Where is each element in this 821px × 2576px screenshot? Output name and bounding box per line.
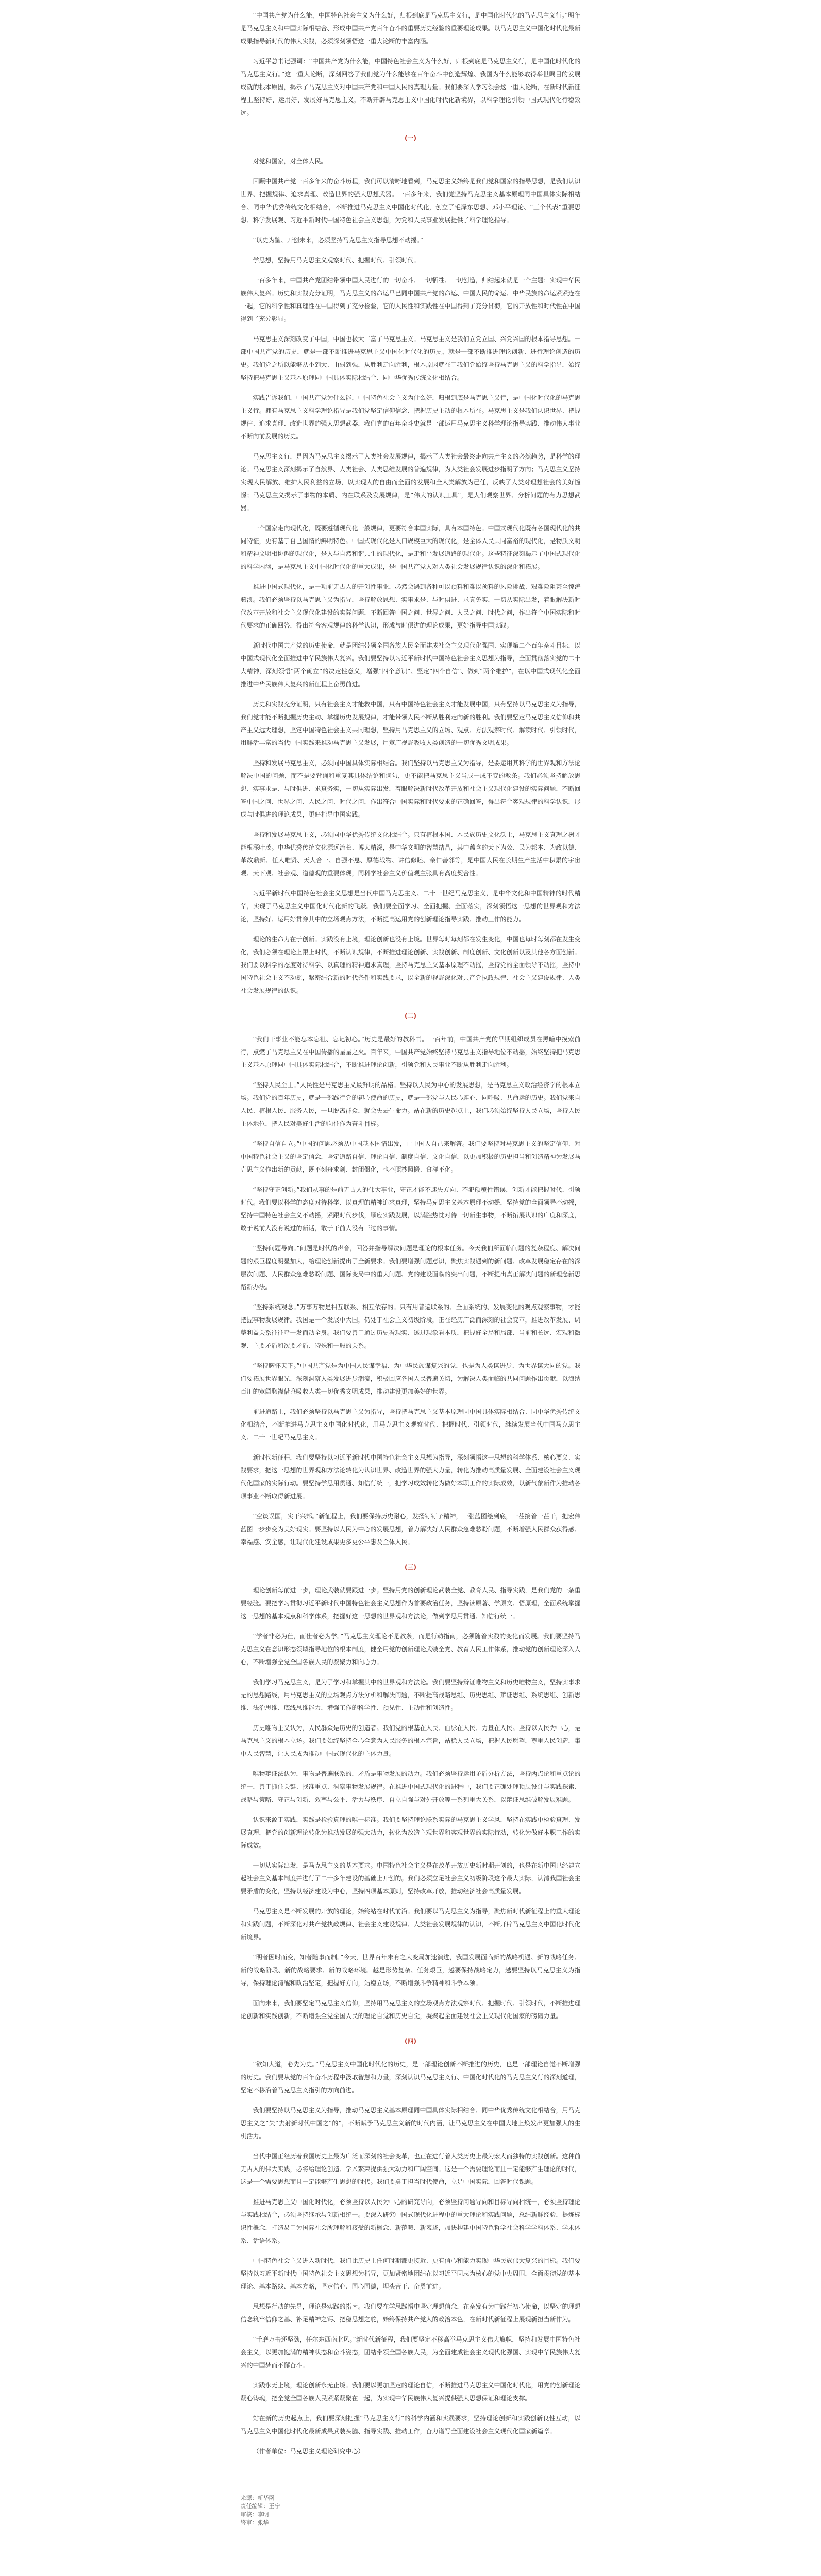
paragraph: 坚持和发展马克思主义，必须同中国具体实际相结合。我们坚持以马克思主义为指导，是要运用其科学的世界观和方法论解决中国的问题，而不是要背诵和重复其具体结论和词句，更不能把马克思主义当成一成不变的教条。我们必须坚持解放思想、实事求是、与时俱进、求真务实，一切从实际出发，着眼解决新时代改革开放和社会主义现代化建设的实际问题，不断回答中国之问、世界之问、人民之问、时代之问，作出符合中国实际和时代要求的正确回答，得出符合客观规律的科学认识，形成与时俱进的理论成果，更好指导中国实践。 [240,759,581,818]
paragraph: 思想是行动的先导，理论是实践的指南。我们要在学思践悟中坚定理想信念，在奋发有为中践行初心使命，以坚定的理想信念筑牢信仰之基、补足精神之钙、把稳思想之舵，始终保持共产党人的政治本色，在新时代新征程上展现新担当新作为。 [240,2303,581,2323]
paragraph: 对党和国家，对全体人民。 [253,158,327,165]
paragraph: 新时代新征程，我们要坚持以习近平新时代中国特色社会主义思想为指导，深刻领悟这一思想的科学体系、核心要义、实践要求，把这一思想的世界观和方法论转化为认识世界、改造世界的强大力量，转化为推动高质量发展、全面建设社会主义现代化国家的实际行动。要坚持学思用贯通、知信行统一，把学习成效转化为做好本职工作的实际成效，以新气象新作为推动各项事业不断取得新进展。 [240,1454,581,1500]
paragraph: “坚持人民至上。”人民性是马克思主义最鲜明的品格。坚持以人民为中心的发展思想，是马克思主义政治经济学的根本立场。我们党的百年历史，就是一部践行党的初心使命的历史，就是一部党与人民心连心、同呼吸、共命运的历史。我们党来自人民、植根人民、服务人民，一旦脱离群众，就会失去生命力。站在新的历史起点上，我们必须始终坚持人民立场，坚持人民主体地位，把人民对美好生活的向往作为奋斗目标。 [240,1081,581,1127]
section-heading: (四) [405,2038,416,2045]
paragraph: 当代中国正经历着我国历史上最为广泛而深刻的社会变革，也正在进行着人类历史上最为宏大而独特的实践创新。这种前无古人的伟大实践，必将给理论创造、学术繁荣提供强大动力和广阔空间。这是一个需要理论而且一定能够产生理论的时代，这是一个需要思想而且一定能够产生思想的时代。我们要勇于担当时代使命，立足中国实际，回答时代课题。 [240,2153,581,2185]
paragraph: 前进道路上，我们必须坚持以马克思主义为指导，坚持把马克思主义基本原理同中国具体实际相结合、同中华优秀传统文化相结合，不断推进马克思主义中国化时代化，用马克思主义观察时代、把握时代、引领时代，继续发展当代中国马克思主义、二十一世纪马克思主义。 [240,1408,581,1441]
article-meta-line: 终审：张华 [240,2519,269,2526]
paragraph: 实践永无止境，理论创新永无止境。我们要以更加坚定的理论自信，不断推进马克思主义中国化时代化，用党的创新理论凝心铸魂，把全党全国各族人民紧紧凝聚在一起，为实现中华民族伟大复兴提供强大思想保证和理论支撑。 [240,2382,581,2402]
paragraph: 马克思主义深刻改变了中国，中国也极大丰富了马克思主义。马克思主义是我们立党立国、兴党兴国的根本指导思想。一部中国共产党的历史，就是一部不断推进马克思主义中国化时代化的历史，就是一部不断推进理论创新、进行理论创造的历史。我们党之所以能够从小到大、由弱到强，从胜利走向胜利，根本原因就在于我们党始终坚持马克思主义的科学指导，始终坚持把马克思主义基本原理同中国具体实际相结合、同中华优秀传统文化相结合。 [240,335,581,381]
paragraph: 新时代中国共产党的历史使命，就是团结带领全国各族人民全面建成社会主义现代化强国、实现第二个百年奋斗目标，以中国式现代化全面推进中华民族伟大复兴。我们要坚持以习近平新时代中国特色社会主义思想为指导，全面贯彻落实党的二十大精神，深刻领悟“两个确立”的决定性意义，增强“四个意识”、坚定“四个自信”、做到“两个维护”，在以中国式现代化全面推进中华民族伟大复兴的新征程上奋勇前进。 [240,642,581,688]
paragraph: “坚持问题导向。”问题是时代的声音，回答并指导解决问题是理论的根本任务。今天我们所面临问题的复杂程度、解决问题的艰巨程度明显加大，给理论创新提出了全新要求。我们要增强问题意识，聚焦实践遇到的新问题、改革发展稳定存在的深层次问题、人民群众急难愁盼问题、国际变局中的重大问题、党的建设面临的突出问题，不断提出真正解决问题的新理念新思路新办法。 [240,1245,581,1291]
paragraph: 马克思主义是不断发展的开放的理论，始终站在时代前沿。我们要以马克思主义为指导，聚焦新时代新征程上的重大理论和实践问题，不断深化对共产党执政规律、社会主义建设规律、人类社会发展规律的认识，不断开辟马克思主义中国化时代化新境界。 [240,1908,581,1941]
paragraph: 回顾中国共产党一百多年来的奋斗历程，我们可以清晰地看到，马克思主义始终是我们党和国家的指导思想，是我们认识世界、把握规律、追求真理、改造世界的强大思想武器。一百多年来，我们党坚持马克思主义基本原理同中国具体实际相结合、同中华优秀传统文化相结合，不断推进马克思主义中国化时代化，创立了毛泽东思想、邓小平理论、“三个代表”重要思想、科学发展观、习近平新时代中国特色社会主义思想，为党和人民事业发展提供了科学理论指导。 [240,178,581,224]
section-heading: (一) [405,134,416,142]
article-body [241,0,581,2558]
article-meta-line: 审核：李明 [240,2511,269,2518]
paragraph: 面向未来，我们要坚定马克思主义信仰，坚持用马克思主义的立场观点方法观察时代、把握时代、引领时代，不断推进理论创新和实践创新，不断增强全党全国人民的理论自觉和历史自觉，凝聚起全面建设社会主义现代化国家的磅礴力量。 [240,1999,581,2020]
paragraph: 站在新的历史起点上，我们要深刻把握“马克思主义行”的科学内涵和实践要求，坚持理论创新和实践创新良性互动，以马克思主义中国化时代化最新成果武装头脑、指导实践、推动工作，奋力谱写全面建设社会主义现代化国家新篇章。 [240,2415,581,2435]
paragraph: “欲知大道，必先为史。”马克思主义中国化时代化的历史，是一部理论创新不断推进的历史，也是一部理论自觉不断增强的历史。我们要从党的百年奋斗历程中汲取智慧和力量，深刻认识马克思主义行、中国化时代化的马克思主义行的深刻道理，坚定不移沿着马克思主义指引的方向前进。 [240,2061,581,2094]
article-meta-line: 来源：新华网 [240,2495,275,2501]
paragraph: “坚持自信自立。”中国的问题必须从中国基本国情出发，由中国人自己来解答。我们要坚持对马克思主义的坚定信仰、对中国特色社会主义的坚定信念，坚定道路自信、理论自信、制度自信、文化自信，以更加积极的历史担当和创造精神为发展马克思主义作出新的贡献，既不刻舟求剑、封闭僵化，也不照抄照搬、食洋不化。 [240,1140,581,1173]
paragraph: “千磨万击还坚劲，任尔东西南北风。”新时代新征程，我们要坚定不移高举马克思主义伟大旗帜，坚持和发展中国特色社会主义，以更加饱满的精神状态和奋斗姿态，团结带领全国各族人民，为全面建成社会主义现代化强国、实现中华民族伟大复兴的中国梦而不懈奋斗。 [240,2336,581,2369]
paragraph: 一个国家走向现代化，既要遵循现代化一般规律，更要符合本国实际，具有本国特色。中国式现代化既有各国现代化的共同特征，更有基于自己国情的鲜明特色。中国式现代化是人口规模巨大的现代化，是全体人民共同富裕的现代化，是物质文明和精神文明相协调的现代化，是人与自然和谐共生的现代化，是走和平发展道路的现代化。这些特征深刻揭示了中国式现代化的科学内涵，是马克思主义中国化时代化的重大成果，是中国共产党人对人类社会发展规律认识的深化和拓展。 [240,524,581,570]
paragraph: 我们学习马克思主义，是为了学习和掌握其中的世界观和方法论。我们要坚持辩证唯物主义和历史唯物主义，坚持实事求是的思想路线，用马克思主义的立场观点方法分析和解决问题，不断提高战略思维、历史思维、辩证思维、系统思维、创新思维、法治思维、底线思维能力，增强工作的科学性、预见性、主动性和创造性。 [240,1679,581,1711]
paragraph: 习近平新时代中国特色社会主义思想是当代中国马克思主义、二十一世纪马克思主义，是中华文化和中国精神的时代精华，实现了马克思主义中国化时代化新的飞跃。我们要全面学习、全面把握、全面落实，深刻领悟这一思想的世界观和方法论，坚持好、运用好贯穿其中的立场观点方法，不断提高运用党的创新理论指导实践、推动工作的能力。 [240,890,581,923]
footer-spacer [241,2465,581,2494]
paragraph: 坚持和发展马克思主义，必须同中华优秀传统文化相结合。只有植根本国、本民族历史文化沃土，马克思主义真理之树才能根深叶茂。中华优秀传统文化源远流长、博大精深，是中华文明的智慧结晶，其中蕴含的天下为公、民为邦本、为政以德、革故鼎新、任人唯贤、天人合一、自强不息、厚德载物、讲信修睦、亲仁善邻等，是中国人民在长期生产生活中积累的宇宙观、天下观、社会观、道德观的重要体现，同科学社会主义价值观主张具有高度契合性。 [240,831,581,877]
paragraph: 推进马克思主义中国化时代化，必须坚持以人民为中心的研究导向，必须坚持问题导向和目标导向相统一，必须坚持理论与实践相结合，必须坚持继承与创新相统一。要深入研究中国式现代化进程中的重大理论和实践问题，总结新鲜经验，提炼标识性概念，打造易于为国际社会所理解和接受的新概念、新范畴、新表述，加快构建中国特色哲学社会科学学科体系、学术体系、话语体系。 [240,2198,581,2244]
paragraph: （作者单位：马克思主义理论研究中心） [253,2448,364,2455]
paragraph: “坚持胸怀天下。”中国共产党是为中国人民谋幸福、为中华民族谋复兴的党，也是为人类谋进步、为世界谋大同的党。我们要拓展世界眼光，深刻洞察人类发展进步潮流，积极回应各国人民普遍关切，为解决人类面临的共同问题作出贡献，以海纳百川的宽阔胸襟借鉴吸收人类一切优秀文明成果，推动建设更加美好的世界。 [240,1362,581,1395]
paragraph: 历史唯物主义认为，人民群众是历史的创造者。我们党的根基在人民、血脉在人民、力量在人民。坚持以人民为中心，是马克思主义的根本立场。我们要始终坚持全心全意为人民服务的根本宗旨，站稳人民立场，把握人民愿望，尊重人民创造，集中人民智慧，让人民成为推动中国式现代化的主体力量。 [240,1724,581,1757]
section-heading: (三) [405,1564,416,1571]
paragraph: 学思想，坚持用马克思主义观察时代、把握时代、引领时代。 [253,257,420,264]
paragraph: “坚持系统观念。”万事万物是相互联系、相互依存的。只有用普遍联系的、全面系统的、发展变化的观点观察事物，才能把握事物发展规律。我国是一个发展中大国，仍处于社会主义初级阶段，正在经历广泛而深刻的社会变革，推进改革发展、调整利益关系往往牵一发而动全身。我们要善于通过历史看现实、透过现象看本质，把握好全局和局部、当前和长远、宏观和微观、主要矛盾和次要矛盾、特殊和一般的关系。 [240,1303,581,1349]
paragraph: 一切从实际出发，是马克思主义的基本要求。中国特色社会主义是在改革开放历史新时期开创的，也是在新中国已经建立起社会主义基本制度并进行了二十多年建设的基础上开创的。我们必须立足社会主义初级阶段这个最大实际，认清我国社会主要矛盾的变化，坚持以经济建设为中心，坚持四项基本原则，坚持改革开放，推动经济社会高质量发展。 [240,1862,581,1895]
paragraph: “以史为鉴、开创未来，必须坚持马克思主义指导思想不动摇。” [253,236,423,244]
paragraph: “学者非必为仕，而仕者必为学。”马克思主义理论不是教条，而是行动指南，必须随着实践的变化而发展。我们要坚持马克思主义在意识形态领域指导地位的根本制度，健全用党的创新理论武装全党、教育人民工作体系，推动党的创新理论深入人心，不断增强全党全国各族人民的凝聚力和向心力。 [240,1633,581,1666]
paragraph: 习近平总书记强调：“中国共产党为什么能，中国特色社会主义为什么好，归根到底是马克思主义行，是中国化时代化的马克思主义行。”这一重大论断，深刻回答了我们党为什么能够在百年奋斗中创造辉煌、我国为什么能够取得举世瞩目的发展成就的根本原因，揭示了马克思主义对中国共产党和中国人民的真理力量。我们要深入学习领会这一重大论断，在新时代新征程上坚持好、运用好、发展好马克思主义，不断开辟马克思主义中国化时代化新境界，以科学理论引领中国式现代化行稳致远。 [240,58,581,116]
paragraph: 历史和实践充分证明，只有社会主义才能救中国，只有中国特色社会主义才能发展中国，只有坚持以马克思主义为指导，我们党才能不断把握历史主动、掌握历史发展规律，才能带领人民不断从胜利走向新的胜利。我们要坚定马克思主义信仰和共产主义远大理想，坚定中国特色社会主义共同理想，坚持用马克思主义的立场、观点、方法观察时代、解读时代、引领时代，用鲜活丰富的当代中国实践来推动马克思主义发展，用宽广视野吸收人类创造的一切优秀文明成果。 [240,701,581,747]
paragraph: “坚持守正创新。”我们从事的是前无古人的伟大事业，守正才能不迷失方向、不犯颠覆性错误，创新才能把握时代、引领时代。我们要以科学的态度对待科学、以真理的精神追求真理，坚持马克思主义基本原理不动摇，坚持党的全面领导不动摇，坚持中国特色社会主义不动摇，紧跟时代步伐，顺应实践发展，以满腔热忱对待一切新生事物，不断拓展认识的广度和深度，敢于说前人没有说过的新话，敢于干前人没有干过的事情。 [240,1186,581,1232]
article-meta-line: 责任编辑：王宁 [240,2503,280,2510]
paragraph: “明者因时而变，知者随事而制。”今天，世界百年未有之大变局加速演进，我国发展面临新的战略机遇、新的战略任务、新的战略阶段、新的战略要求、新的战略环境。越是形势复杂、任务艰巨，越要保持战略定力，越要坚持以马克思主义为指导，保持理论清醒和政治坚定，把握好方向，站稳立场，不断增强斗争精神和斗争本领。 [240,1954,581,1987]
paragraph: 实践告诉我们，中国共产党为什么能，中国特色社会主义为什么好，归根到底是马克思主义行，是中国化时代化的马克思主义行。拥有马克思主义科学理论指导是我们党坚定信仰信念、把握历史主动的根本所在。马克思主义是我们认识世界、把握规律、追求真理、改造世界的强大思想武器，我们党的百年奋斗史就是一部运用马克思主义科学理论指导实践、推动伟大事业不断向前发展的历史。 [240,394,581,440]
paragraph: 推进中国式现代化，是一项前无古人的开创性事业，必然会遇到各种可以预料和难以预料的风险挑战、艰难险阻甚至惊涛骇浪。我们必须坚持以马克思主义为指导，坚持解放思想、实事求是、与时俱进、求真务实，一切从实际出发，着眼解决新时代改革开放和社会主义现代化建设的实际问题，不断回答中国之问、世界之问、人民之问、时代之问，作出符合中国实际和时代要求的正确回答，得出符合客观规律的科学认识，形成与时俱进的理论成果，更好指导中国实践。 [240,583,581,629]
paragraph: 理论的生命力在于创新。实践没有止境，理论创新也没有止境。世界每时每刻都在发生变化，中国也每时每刻都在发生变化，我们必须在理论上跟上时代，不断认识规律，不断推进理论创新、实践创新、制度创新、文化创新以及其他各方面创新。我们要以科学的态度对待科学、以真理的精神追求真理，坚持马克思主义基本原理不动摇，坚持党的全面领导不动摇，坚持中国特色社会主义不动摇，紧密结合新的时代条件和实践要求，以全新的视野深化对共产党执政规律、社会主义建设规律、人类社会发展规律的认识。 [240,936,581,994]
paragraph: “我们干事业不能忘本忘祖、忘记初心。”历史是最好的教科书。一百年前，中国共产党的早期组织成员在黑暗中摸索前行，点燃了马克思主义在中国传播的星星之火。百年来，中国共产党始终坚持马克思主义指导地位不动摇，始终坚持把马克思主义基本原理同中国具体实际相结合，不断推进理论创新，引领党和人民事业不断从胜利走向胜利。 [240,1036,581,1069]
section-heading: (二) [405,1012,416,1020]
paragraph: 马克思主义行，是因为马克思主义揭示了人类社会发展规律，揭示了人类社会最终走向共产主义的必然趋势，是科学的理论。马克思主义深刻揭示了自然界、人类社会、人类思维发展的普遍规律，为人类社会发展进步指明了方向；马克思主义坚持实现人民解放、维护人民利益的立场，以实现人的自由而全面的发展和全人类解放为己任，反映了人类对理想社会的美好憧憬；马克思主义揭示了事物的本质、内在联系及发展规律，是“伟大的认识工具”，是人们观察世界、分析问题的有力思想武器。 [240,453,581,512]
paragraph: 理论创新每前进一步，理论武装就要跟进一步。坚持用党的创新理论武装全党、教育人民、指导实践，是我们党的一条重要经验。要把学习贯彻习近平新时代中国特色社会主义思想作为首要政治任务，坚持读原著、学原文、悟原理，全面系统掌握这一思想的基本观点和科学体系，把握好这一思想的世界观和方法论，做到学思用贯通、知信行统一。 [240,1587,581,1620]
paragraph: “中国共产党为什么能，中国特色社会主义为什么好，归根到底是马克思主义行，是中国化时代化的马克思主义行。”明年是马克思主义和中国实际相结合、形成中国共产党百年奋斗的重要历史经验的重要理论成果。以马克思主义中国化时代化最新成果指导新时代的伟大实践，必须深刻领悟这一重大论断的丰富内涵。 [240,12,581,45]
paragraph: 中国特色社会主义进入新时代，我们比历史上任何时期都更接近、更有信心和能力实现中华民族伟大复兴的目标。我们要坚持以习近平新时代中国特色社会主义思想为指导，更加紧密地团结在以习近平同志为核心的党中央周围，全面贯彻党的基本理论、基本路线、基本方略，坚定信心、同心同德，埋头苦干、奋勇前进。 [240,2257,581,2290]
paragraph: 唯物辩证法认为，事物是普遍联系的，矛盾是事物发展的动力。我们必须坚持运用矛盾分析方法，坚持两点论和重点论的统一，善于抓住关键、找准重点、洞察事物发展规律。在推进中国式现代化的进程中，我们要正确处理顶层设计与实践探索、战略与策略、守正与创新、效率与公平、活力与秩序、自立自强与对外开放等一系列重大关系，以辩证思维破解发展难题。 [240,1770,581,1803]
paragraph: 我们要坚持以马克思主义为指导，推动马克思主义基本原理同中国具体实际相结合、同中华优秀传统文化相结合，用马克思主义之“矢”去射新时代中国之“的”，不断赋予马克思主义新的时代内涵，让马克思主义在中国大地上焕发出更加强大的生机活力。 [240,2107,581,2140]
paragraph: “空谈误国，实干兴邦。”新征程上，我们要保持历史耐心，发扬钉钉子精神，一张蓝图绘到底，一茬接着一茬干，把宏伟蓝图一步步变为美好现实。要坚持以人民为中心的发展思想，着力解决好人民群众急难愁盼问题，不断增强人民群众获得感、幸福感、安全感，让现代化建设成果更多更公平惠及全体人民。 [240,1513,581,1546]
paragraph: 一百多年来，中国共产党团结带领中国人民进行的一切奋斗、一切牺牲、一切创造，归结起来就是一个主题：实现中华民族伟大复兴。历史和实践充分证明，马克思主义的命运早已同中国共产党的命运、中国人民的命运、中华民族的命运紧紧连在一起，它的科学性和真理性在中国得到了充分检验，它的人民性和实践性在中国得到了充分贯彻，它的开放性和时代性在中国得到了充分彰显。 [240,277,581,323]
paragraph: 认识来源于实践，实践是检验真理的唯一标准。我们要坚持理论联系实际的马克思主义学风，坚持在实践中检验真理、发展真理，把党的创新理论转化为推动发展的强大动力，转化为改造主观世界和客观世界的实际行动，转化为做好本职工作的实际成效。 [240,1816,581,1849]
